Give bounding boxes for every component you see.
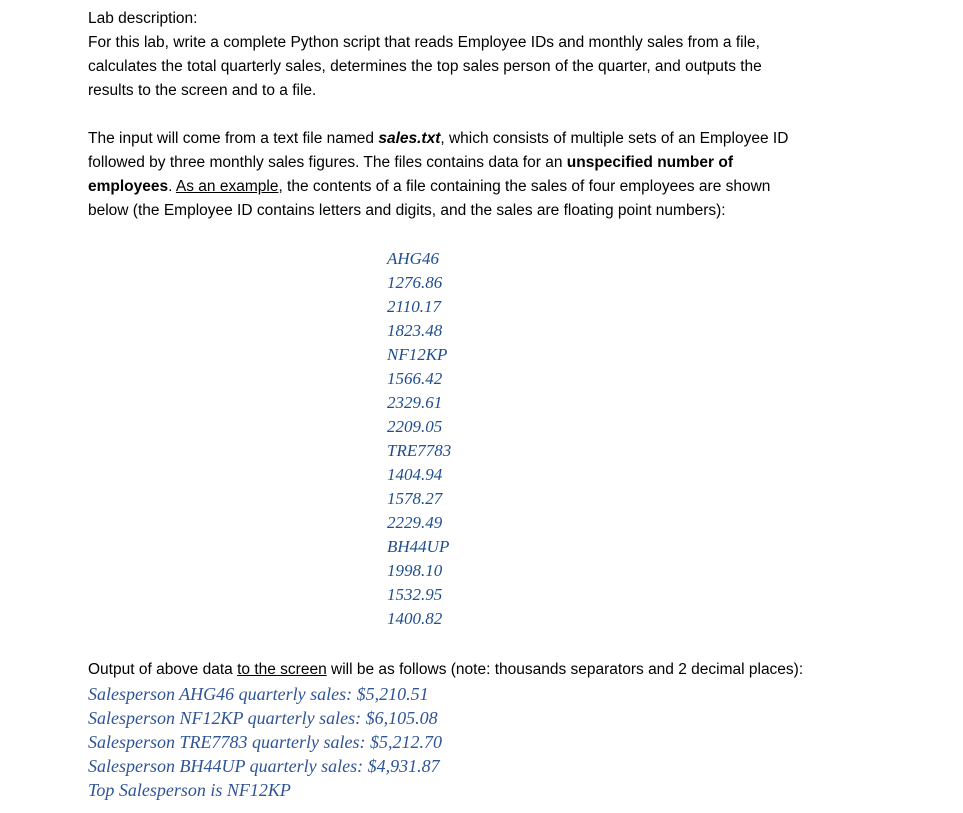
paragraph-line: For this lab, write a complete Python script that reads Employee IDs and monthly sales from a file,	[88, 34, 760, 51]
underlined-text: to the screen	[237, 661, 327, 678]
top-salesperson-line: Top Salesperson is NF12KP	[88, 780, 291, 800]
file-line: 1998.10	[387, 561, 443, 580]
output-line: Salesperson TRE7783 quarterly sales: $5,212.70	[88, 732, 442, 752]
filename-text: sales.txt	[378, 130, 441, 147]
text-run: followed by three monthly sales figures. The files contains data for an	[88, 154, 567, 171]
output-line: Salesperson BH44UP quarterly sales: $4,931.87	[88, 756, 440, 776]
file-line: 1404.94	[387, 465, 443, 484]
sales-file-contents	[387, 247, 451, 631]
text-run: , which consists of multiple sets of an Employee ID	[440, 130, 789, 147]
file-line: TRE7783	[387, 441, 452, 460]
output-intro-text	[88, 658, 803, 682]
input-description-paragraph	[88, 127, 888, 223]
file-line: 2329.61	[387, 393, 443, 412]
bold-text: employees	[88, 178, 169, 195]
file-line: 2110.17	[387, 297, 441, 316]
paragraph-line	[88, 175, 888, 199]
file-line: 1400.82	[387, 609, 443, 628]
paragraph-line: results to the screen and to a file.	[88, 82, 317, 99]
file-line: NF12KP	[387, 345, 448, 364]
sample-output	[88, 682, 442, 802]
file-line: 2229.49	[387, 513, 443, 532]
underlined-text: As an example	[175, 178, 279, 195]
file-line: 1578.27	[387, 489, 443, 508]
lab-description-heading: Lab description:	[88, 10, 198, 27]
text-run: will be as follows (note: thousands separators and 2 decimal places):	[326, 661, 804, 678]
text-run: .	[168, 178, 176, 195]
lab-description-paragraph	[88, 31, 888, 103]
file-line: 1823.48	[387, 321, 443, 340]
file-line: AHG46	[387, 249, 439, 268]
paragraph-line: calculates the total quarterly sales, determines the top sales person of the quarter, and outputs the	[88, 58, 762, 75]
bold-text: unspecified number of	[566, 154, 733, 171]
file-line: 1566.42	[387, 369, 443, 388]
text-run: , the contents of a file containing the sales of four employees are shown	[278, 178, 771, 195]
paragraph-line	[88, 151, 888, 175]
file-line: 1532.95	[387, 585, 443, 604]
output-line: Salesperson NF12KP quarterly sales: $6,105.08	[88, 708, 438, 728]
text-run: Output of above data	[88, 661, 238, 678]
output-line: Salesperson AHG46 quarterly sales: $5,210.51	[88, 684, 429, 704]
file-line: 2209.05	[387, 417, 443, 436]
file-line: BH44UP	[387, 537, 450, 556]
paragraph-line: below (the Employee ID contains letters and digits, and the sales are floating point numbers):	[88, 202, 726, 219]
file-line: 1276.86	[387, 273, 443, 292]
text-run: The input will come from a text file named	[88, 130, 379, 147]
paragraph-line	[88, 127, 888, 151]
